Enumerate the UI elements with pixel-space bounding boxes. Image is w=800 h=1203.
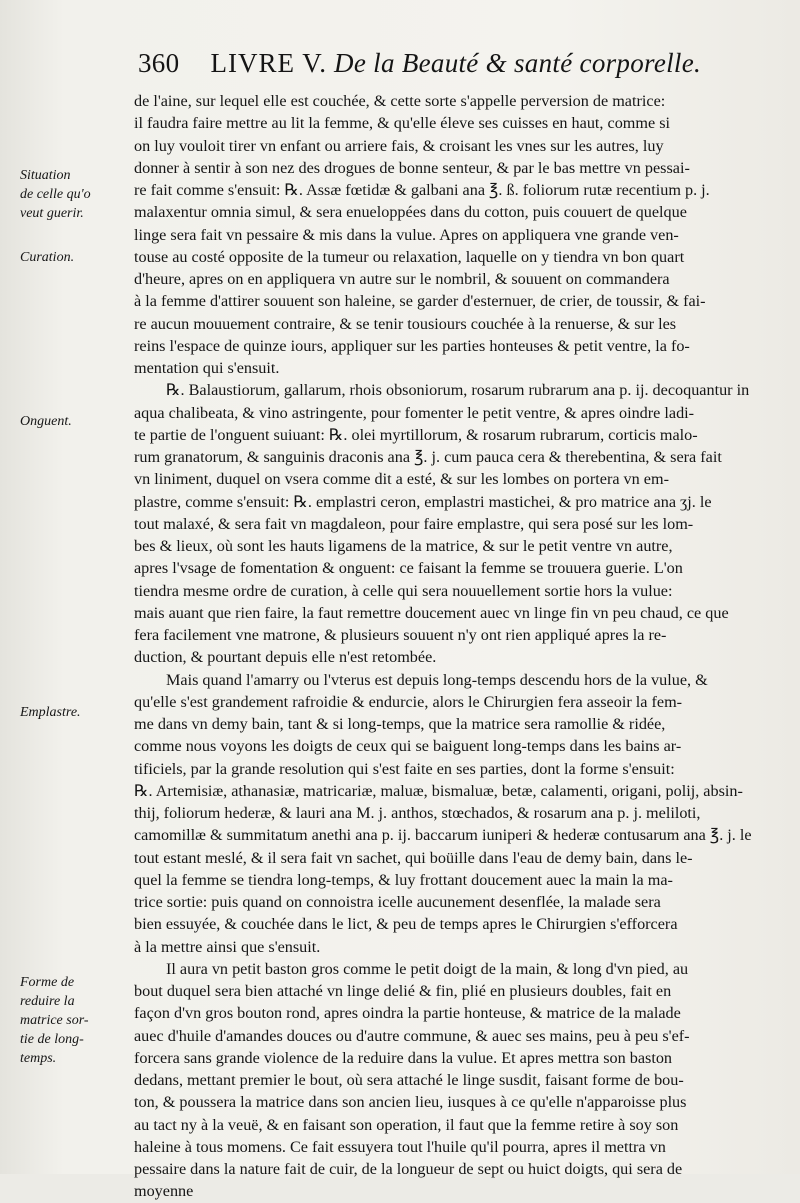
text-line: à la mettre ainsi que s'ensuit. [134, 937, 321, 956]
text-line: Il aura vn petit baston gros comme le petit doigt de la main, & long d'vn pied, au [166, 959, 689, 978]
text-line: thij, foliorum hederæ, & lauri ana M. j. anthos, stœchados, & rosarum ana p. j. meliloti, [134, 804, 701, 822]
text-line: comme nous voyons les doigts de ceux qui se baiguent long-temps dans les bains ar- [134, 737, 682, 756]
text-line: auec d'huile d'amandes douces ou d'autre commune, & auec ses mains, peu à peu s'ef- [134, 1026, 690, 1045]
text-line: fera facilement vne matrone, & plusieurs souuent n'y ont rien appliqué apres la re- [134, 626, 667, 644]
text-line: d'heure, apres on en appliquera vn autre sur le nombril, & souuent on commandera [134, 270, 670, 288]
text-line: bien essuyée, & couchée dans le lict, & peu de temps apres le Chirurgien s'efforcera [134, 915, 678, 934]
text-line: haleine à tous momens. Ce fait essuyera tout l'huile qu'il pourra, apres il mettra vn [134, 1137, 666, 1156]
margin-note-line: Onguent. [20, 414, 72, 429]
book-number: LIVRE V. [210, 48, 327, 78]
margin-note-line: matrice sor- [20, 1013, 89, 1028]
margin-note-situation [20, 166, 130, 223]
margin-note-line: de celle qu'o [20, 187, 91, 202]
text-line: qu'elle s'est grandement rafroidie & endurcie, alors le Chirurgien fera asseoir la fem- [134, 692, 683, 711]
text-line: ℞. Artemisiæ, athanasiæ, matricariæ, maluæ, bismaluæ, betæ, calamenti, origani, polij, absin- [134, 781, 743, 800]
text-line: te partie de l'onguent suiuant: ℞. olei myrtillorum, & rosarum rubrarum, corticis malo- [134, 425, 698, 444]
text-line: rum granatorum, & sanguinis draconis ana ℥. j. cum pauca cera & therebentina, & sera fait [134, 448, 722, 466]
margin-note-line: Situation [20, 168, 71, 183]
margin-note-line: Forme de [20, 975, 75, 990]
text-line: malaxentur omnia simul, & sera enueloppées dans du cotton, puis couuert de quelque [134, 203, 687, 222]
margin-note-emplastre [20, 703, 130, 722]
margin-note-line: veut guerir. [20, 206, 84, 221]
running-header [138, 48, 778, 79]
text-line: vn liniment, duquel on vsera comme dit a esté, & sur les lombes on portera vn em- [134, 470, 669, 489]
margin-note-forme [20, 973, 130, 1068]
text-line: mentation qui s'ensuit. [134, 359, 280, 377]
text-line: tout malaxé, & sera fait vn magdaleon, pour faire emplastre, qui sera posé sur les lom- [134, 514, 694, 533]
text-line: tout estant meslé, & il sera fait vn sachet, qui boüille dans l'eau de demy bain, dans le- [134, 848, 693, 867]
text-line: il faudra faire mettre au lit la femme, & qu'elle éleve ses cuisses en haut, comme si [134, 114, 671, 133]
text-line: quel la femme se tiendra long-temps, & luy frottant doucement auec la main la ma- [134, 870, 673, 889]
text-line: à la femme d'attirer souuent son haleine, se garder d'esternuer, de crier, de toussir, & fai- [134, 292, 706, 311]
text-line: reins l'espace de quinze iours, appliquer sur les parties honteuses & petit ventre, la fo- [134, 336, 690, 355]
text-line: me dans vn demy bain, tant & si long-temps, que la matrice sera ramollie & ridée, [134, 715, 666, 733]
margin-note-curation [20, 248, 130, 267]
text-line: trice sortie: puis quand on connoistra icelle aucunement desenflée, la malade sera [134, 893, 661, 911]
margin-note-line: temps. [20, 1051, 57, 1066]
text-line: tificiels, par la grande resolution qui s'est faite en ses parties, dont la forme s'ensuit: [134, 759, 675, 778]
text-line: ℞. Balaustiorum, gallarum, rhois obsoniorum, rosarum rubrarum ana p. ij. decoquantur in [166, 381, 750, 400]
margin-note-line: Emplastre. [20, 705, 81, 720]
text-line: bout duquel sera bien attaché vn linge delié & fin, plié en plusieurs doubles, fait en [134, 982, 672, 1000]
text-line: bes & lieux, où sont les hauts ligamens de la matrice, & sur le petit ventre vn autre, [134, 537, 673, 555]
text-line: re fait comme s'ensuit: ℞. Assæ fœtidæ & galbani ana ℥. ß. foliorum rutæ recentium p. j. [134, 181, 710, 199]
text-line: ton, & poussera la matrice dans son ancien lieu, iusques à ce qu'elle n'apparoisse plus [134, 1093, 687, 1112]
text-line: pessaire dans la nature fait de cuir, de la longueur de sept ou huict doigts, qui sera de [134, 1160, 683, 1178]
text-line: re aucun mouuement contraire, & se tenir tousiours couchée à la renuerse, & sur les [134, 314, 677, 333]
text-line: duction, & pourtant depuis elle n'est retombée. [134, 648, 437, 667]
text-line: de l'aine, sur lequel elle est couchée, & cette sorte s'appelle perversion de matrice: [134, 92, 666, 110]
text-line: donner à sentir à son nez des drogues de bonne senteur, & par le bas mettre vn pessai- [134, 158, 690, 177]
text-line: aqua chalibeata, & vino astringente, pour fomenter le petit ventre, & apres oindre ladi- [134, 403, 695, 422]
body-text [134, 90, 766, 1203]
margin-note-line: Curation. [20, 250, 75, 265]
page-number: 360 [138, 48, 180, 78]
text-line: touse au costé opposite de la tumeur ou relaxation, laquelle on y tiendra vn bon quart [134, 247, 685, 266]
text-line: linge sera fait vn pessaire & mis dans la vulue. Apres on appliquera vne grande ven- [134, 225, 679, 244]
text-line: plastre, comme s'ensuit: ℞. emplastri ceron, emplastri mastichei, & pro matrice ana ʒj. le [134, 492, 712, 511]
text-line: mais auant que rien faire, la faut remettre doucement auec vn linge fin vn peu chaud, ce que [134, 603, 729, 622]
text-line: au tact ny à la veuë, & en faisant son operation, il faut que la femme retire à soy son [134, 1115, 679, 1134]
text-line: tiendra mesme ordre de curation, à celle qui sera nouuellement sortie hors la vulue: [134, 581, 673, 600]
text-line: moyenne [134, 1182, 194, 1201]
text-line: Mais quand l'amarry ou l'vterus est depuis long-temps descendu hors de la vulue, & [166, 670, 708, 689]
text-line: dedans, mettant premier le bout, où sera attaché le linge susdit, faisant forme de bou- [134, 1071, 684, 1089]
text-line: façon d'vn gros bouton rond, apres oindra la partie honteuse, & matrice de la malade [134, 1004, 681, 1023]
margin-note-line: reduire la [20, 994, 75, 1009]
text-line: camomillæ & summitatum anethi ana p. ij. baccarum iuniperi & hederæ contusarum ana ℥. j. le [134, 826, 752, 845]
text-line: on luy vouloit tirer vn enfant ou arriere fais, & croisant les vnes sur les autres, luy [134, 136, 664, 155]
text-line: forcera sans grande violence de la reduire dans la vulue. Et apres mettra son baston [134, 1048, 673, 1067]
margin-note-line: tie de long- [20, 1032, 84, 1047]
text-line: apres l'vsage de fomentation & onguent: ce faisant la femme se trouuera guerie. L'on [134, 559, 683, 578]
margin-note-onguent [20, 412, 130, 431]
running-title: De la Beauté & santé corporelle. [334, 48, 702, 78]
